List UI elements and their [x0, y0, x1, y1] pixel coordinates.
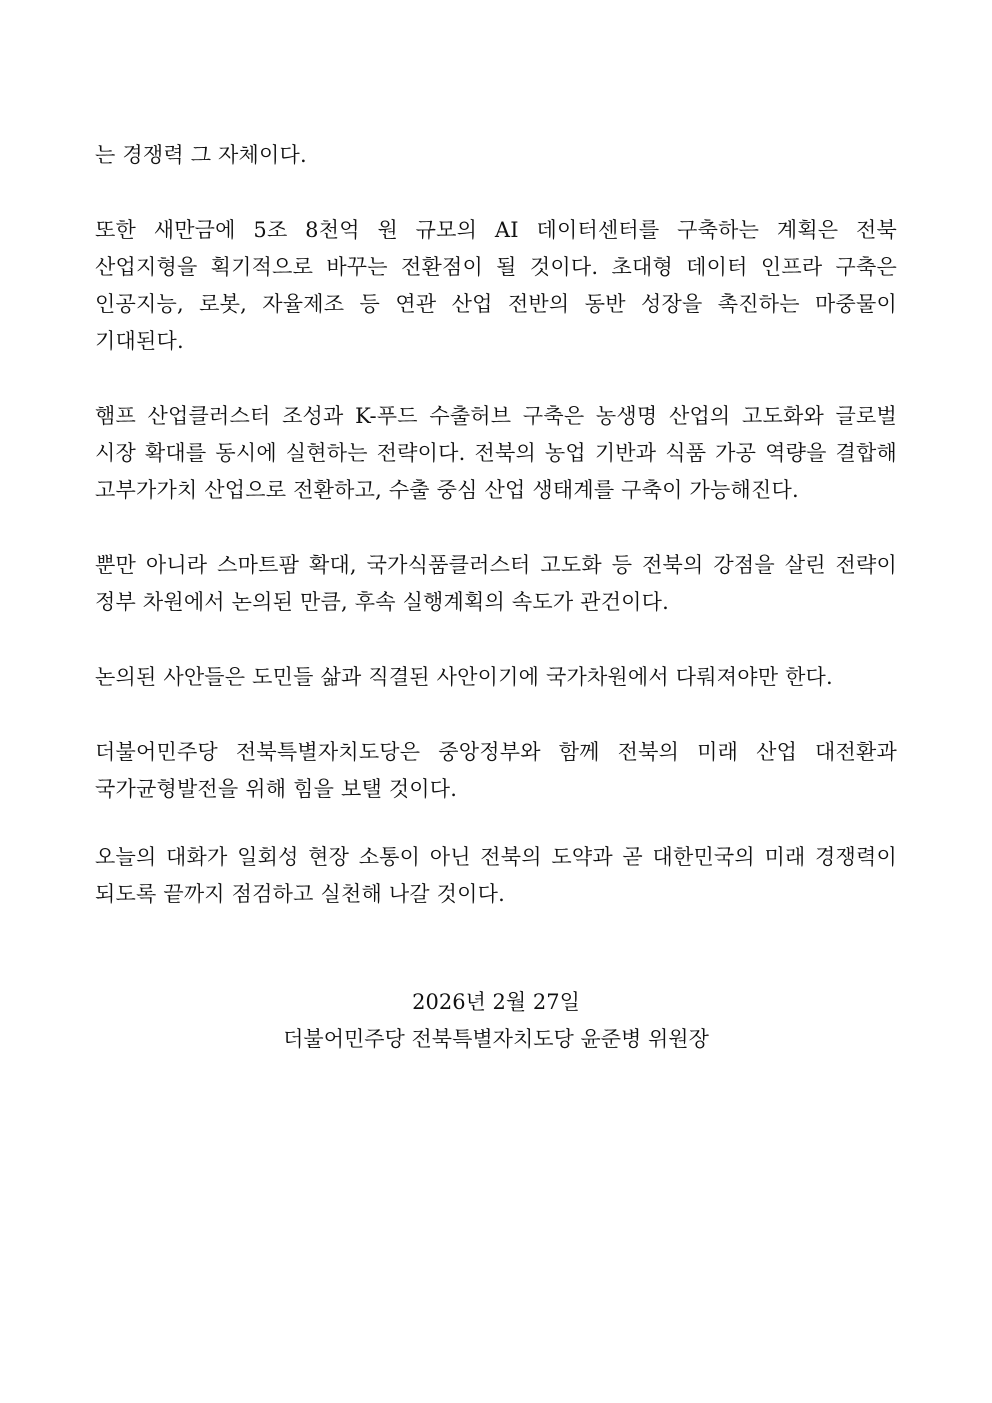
paragraph-smartfarm: 뿐만 아니라 스마트팜 확대, 국가식품클러스터 고도화 등 전북의 강점을 살린 전략이 정부 차원에서 논의된 만큼, 후속 실행계획의 속도가 관건이다.: [95, 553, 897, 614]
document-date: 2026년 2월 27일: [412, 990, 580, 1014]
document-body: [95, 137, 897, 951]
document-signature: 더불어민주당 전북특별자치도당 윤준병 위원장: [283, 1027, 709, 1051]
paragraph-ai-datacenter: 또한 새만금에 5조 8천억 원 규모의 AI 데이터센터를 구축하는 계획은 전북 산업지형을 획기적으로 바꾸는 전환점이 될 것이다. 초대형 데이터 인프라 구축은 인공지능, 로봇, 자율제조 등 연관 산업 전반의 동반 성장을 촉진하는 마중물이 기대된다.: [95, 218, 897, 353]
paragraph-party-commitment: 더불어민주당 전북특별자치도당은 중앙정부와 함께 전북의 미래 산업 대전환과 국가균형발전을 위해 힘을 보탤 것이다.: [95, 740, 897, 801]
paragraph-hemp-kfood: 햄프 산업클러스터 조성과 K-푸드 수출허브 구축은 농생명 산업의 고도화와 글로벌 시장 확대를 동시에 실현하는 전략이다. 전북의 농업 기반과 식품 가공 역량을 결합해 고부가가치 산업으로 전환하고, 수출 중심 산업 생태계를 구축이 가능해진다.: [95, 404, 897, 502]
paragraph-closing-remark: 오늘의 대화가 일회성 현장 소통이 아닌 전북의 도약과 곧 대한민국의 미래 경쟁력이 되도록 끝까지 점검하고 실천해 나갈 것이다.: [95, 845, 897, 906]
paragraph-continuation: 는 경쟁력 그 자체이다.: [95, 143, 307, 167]
paragraph-national-level: 논의된 사안들은 도민들 삶과 직결된 사안이기에 국가차원에서 다뤄져야만 한다.: [95, 665, 833, 689]
document-closing: [95, 984, 897, 1058]
